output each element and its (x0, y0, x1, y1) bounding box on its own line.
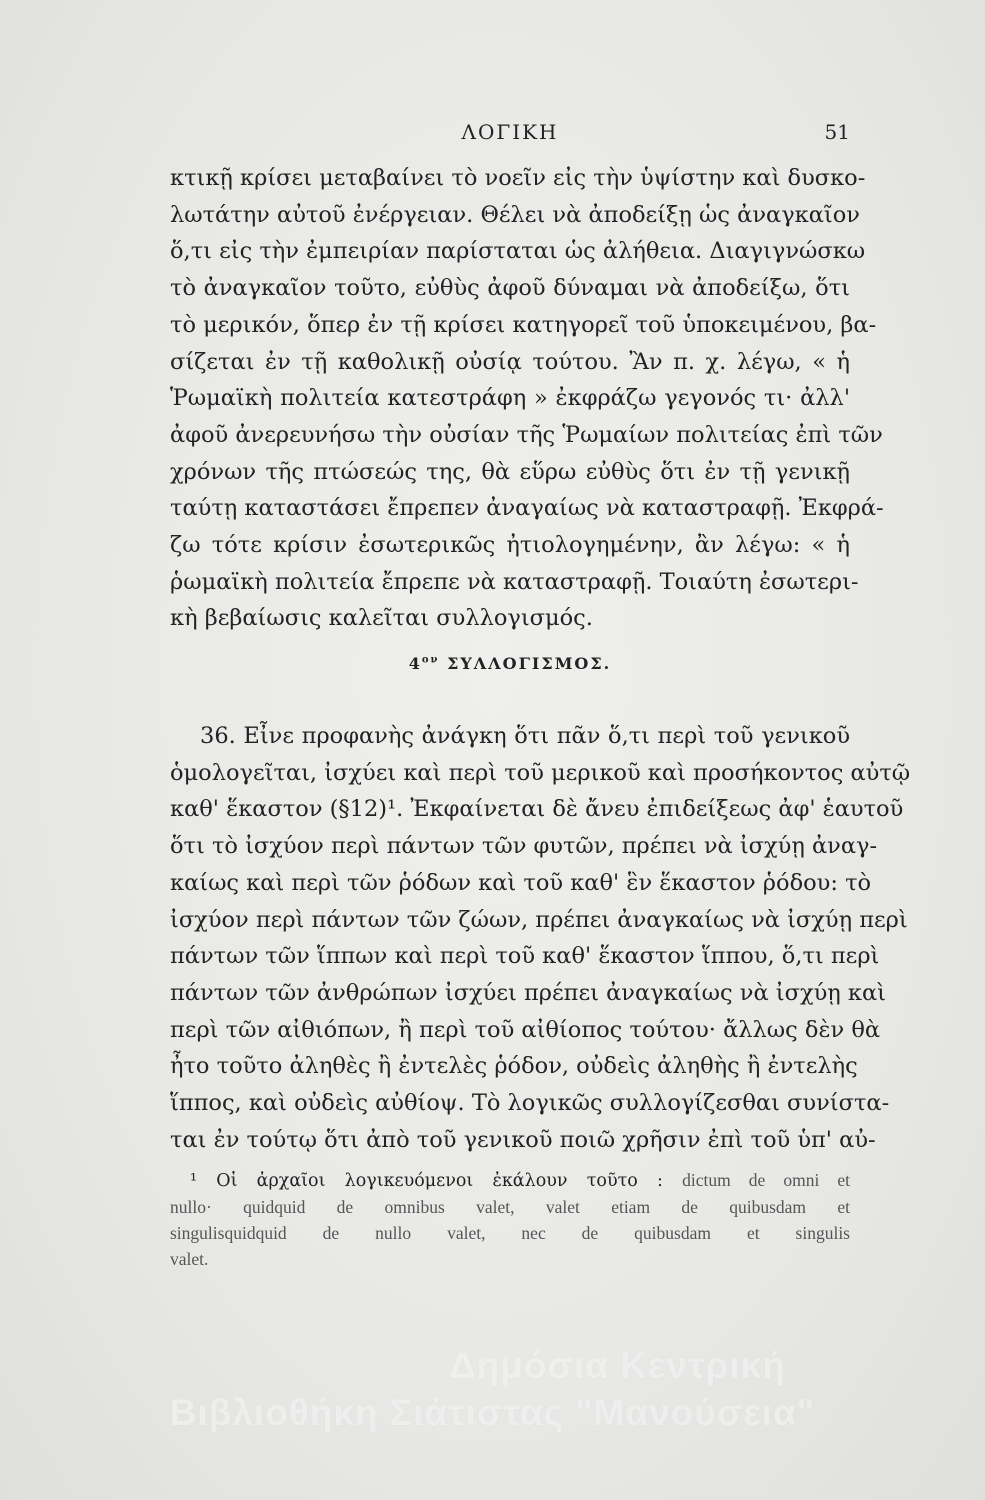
page-header (170, 120, 850, 150)
text-line: ται ἐν τούτῳ ὅτι ἀπὸ τοῦ γενικοῦ ποιῶ χρῆσιν ἐπὶ τοῦ ὑπ' αὐ- (170, 1126, 876, 1153)
library-watermark: Δημόσια Κεντρική (449, 1345, 786, 1386)
text-line: περὶ τῶν αἰθιόπων, ἢ περὶ τοῦ αἰθίοπος τούτου· ἄλλως δὲν θὰ (170, 1016, 881, 1043)
paragraph-continuation (170, 160, 884, 637)
section-paragraph (170, 718, 911, 1158)
text-line: ὅτι τὸ ἰσχύον περὶ πάντων τῶν φυτῶν, πρέπει νὰ ἰσχύῃ ἀναγ- (170, 833, 878, 860)
text-line: ταύτῃ καταστάσει ἔπρεπεν ἀναγαίως νὰ καταστραφῇ. Ἐκφρά- (170, 495, 884, 522)
text-line: ὅ,τι εἰς τὴν ἐμπειρίαν παρίσταται ὡς ἀλήθεια. Διαγιγνώσκω (170, 238, 866, 265)
text-line: 36. Εἶνε προφανὴς ἀνάγκη ὅτι πᾶν ὅ,τι περὶ τοῦ γενικοῦ (200, 723, 850, 749)
text-line: ἀφοῦ ἀνερευνήσω τὴν οὐσίαν τῆς Ῥωμαίων πολιτείας ἐπὶ τῶν (170, 421, 883, 448)
text-line: τὸ ἀναγκαῖον τοῦτο, εὐθὺς ἀφοῦ δύναμαι νὰ ἀποδείξω, ὅτι (170, 275, 850, 302)
page-number: 51 (824, 120, 850, 144)
text-line: Ῥωμαϊκὴ πολιτεία κατεστράφη » ἐκφράζω γεγονός τι· ἀλλ' (170, 385, 850, 412)
footnote (170, 1167, 850, 1272)
footnote-line: nullo· quidquid de omnibus valet, valet etiam de quibusdam et (170, 1197, 850, 1217)
footnote-greek: Οἱ ἀρχαῖοι λογικευόμενοι ἐκάλουν τοῦτο : (216, 1171, 663, 1191)
footnote-latin: dictum de omni et (682, 1170, 850, 1190)
running-title: ΛΟΓΙΚΗ (461, 120, 559, 144)
text-line: λωτάτην αὐτοῦ ἐνέργειαν. Θέλει νὰ ἀποδείξῃ ὡς ἀναγκαῖον (170, 201, 860, 228)
text-line: ἵππος, καὶ οὐδεὶς αὐθίοψ. Τὸ λογικῶς συλλογίζεσθαι συνίστα- (170, 1090, 890, 1117)
text-line: καθ' ἕκαστον (§12)¹. Ἐκφαίνεται δὲ ἄνευ ἐπιδείξεως ἀφ' ἑαυτοῦ (170, 796, 904, 823)
footnote-marker: ¹ (190, 1171, 198, 1191)
text-line: ῥωμαϊκὴ πολιτεία ἔπρεπε νὰ καταστραφῇ. Τοιαύτη ἐσωτερι- (170, 568, 859, 595)
footnote-line: singulisquidquid de nullo valet, nec de quibusdam et singulis (170, 1223, 850, 1243)
text-line: καίως καὶ περὶ τῶν ῥόδων καὶ τοῦ καθ' ἓν ἕκαστον ῥόδου: τὸ (170, 869, 872, 896)
text-line: πάντων τῶν ἵππων καὶ περὶ τοῦ καθ' ἕκαστον ἵππου, ὅ,τι περὶ (170, 943, 880, 970)
section-number-suffix: ον (421, 654, 440, 666)
footnote-line (170, 1167, 850, 1194)
section-number: 4 (408, 654, 422, 673)
text-line: κὴ βεβαίωσις καλεῖται συλλογισμός. (170, 605, 593, 632)
text-line: ἰσχύον περὶ πάντων τῶν ζώων, πρέπει ἀναγκαίως νὰ ἰσχύῃ περὶ (170, 906, 908, 933)
library-watermark: Βιβλιοθήκη Σιάτιστας "Μανούσεια" (169, 1392, 816, 1433)
text-line: σίζεται ἐν τῇ καθολικῇ οὐσίᾳ τούτου. Ἂν π. χ. λέγω, « ἡ (170, 348, 850, 375)
text-line: ζω τότε κρίσιν ἐσωτερικῶς ἠτιολογημένην, ἂν λέγω: « ἡ (170, 532, 850, 559)
text-line: πάντων τῶν ἀνθρώπων ἰσχύει πρέπει ἀναγκαίως νὰ ἰσχύῃ καὶ (170, 979, 887, 1006)
text-line: χρόνων τῆς πτώσεώς της, θὰ εὕρω εὐθὺς ὅτι ἐν τῇ γενικῇ (170, 458, 850, 485)
footnote-line: valet. (170, 1249, 209, 1269)
section-title: ΣΥΛΛΟΓΙΣΜΟΣ. (447, 654, 612, 673)
section-heading (170, 654, 850, 673)
text-line: ἦτο τοῦτο ἀληθὲς ἢ ἐντελὲς ῥόδον, οὐδεὶς ἀληθὴς ἢ ἐντελὴς (170, 1053, 858, 1080)
text-line: τὸ μερικόν, ὅπερ ἐν τῇ κρίσει κατηγορεῖ τοῦ ὑποκειμένου, βα- (170, 311, 877, 338)
text-line: ὁμολογεῖται, ἰσχύει καὶ περὶ τοῦ μερικοῦ καὶ προσήκοντος αὐτῷ (170, 759, 911, 786)
text-line: κτικῇ κρίσει μεταβαίνει τὸ νοεῖν εἰς τὴν ὑψίστην καὶ δυσκο- (170, 165, 866, 191)
